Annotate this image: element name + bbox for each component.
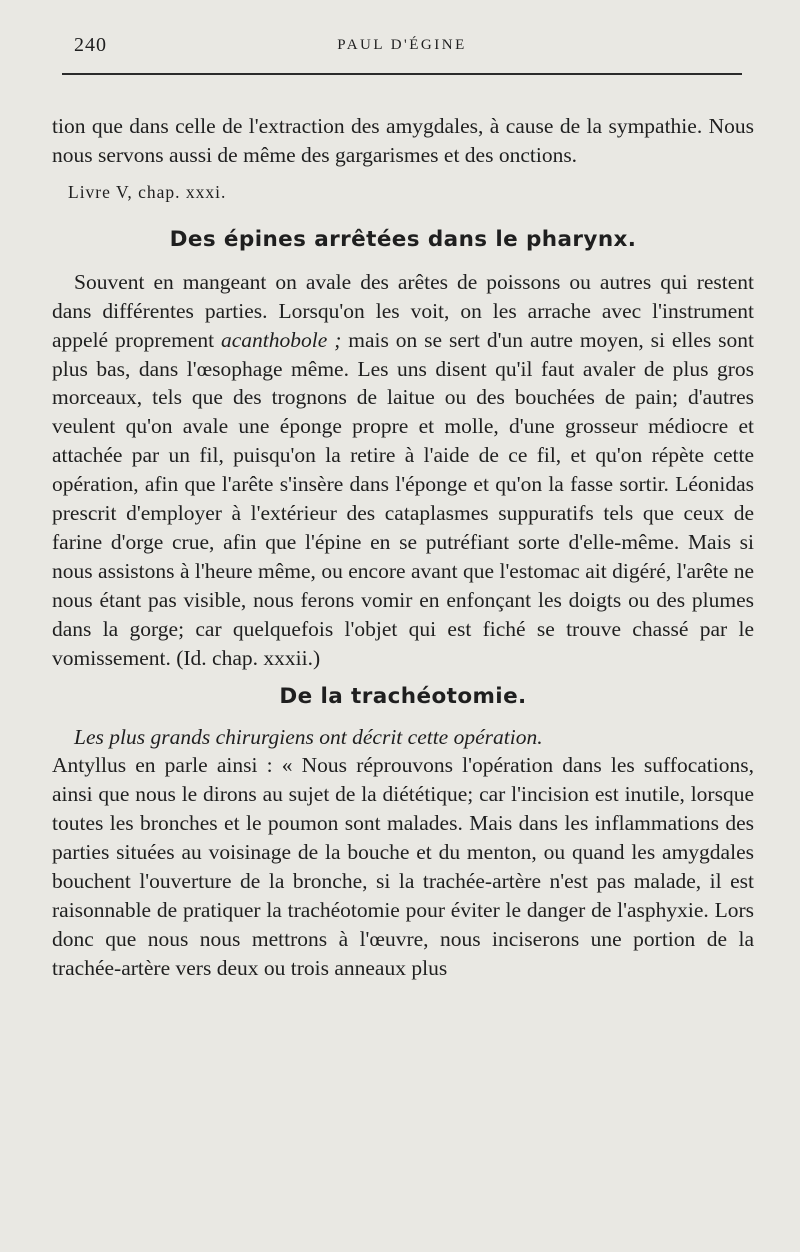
source-reference: Livre V, chap. xxxi. [68, 181, 227, 202]
section-heading-epines: Des épines arrêtées dans le pharynx. [169, 226, 637, 252]
page-header [62, 34, 742, 58]
section-paragraph-tracheotomie: Antyllus en parle ainsi : « Nous réprouvons l'opération dans les suffocations, ainsi que nous le dirons au sujet de la diététique; car l'incision est inutile, lorsque toutes les bronches et le poumon sont malades. Mais dans les inflammations des parties situées au voisinage de la bouche et du menton, ou quand les amygdales bouchent l'ouverture de la bronche, si la trachée-artère n'est pas malade, il est raisonnable de pratiquer la trachéotomie pour éviter le danger de l'asphyxie. Lors donc que nous nous mettrons à l'œuvre, nous inciserons une portion de la trachée-artère vers deux ou trois anneaux plus [52, 753, 754, 980]
header-rule [62, 73, 742, 75]
page-number: 240 [74, 34, 107, 56]
section-paragraph-epines [52, 268, 754, 673]
paragraph-text: mais on se sert d'un autre moyen, si elles sont plus bas, dans l'œsophage même. Les uns disent qu'il faut avaler de plus gros morceaux, tels que des trognons de laitue ou des bouchées de pain; d'autres veulent qu'on avale une éponge propre et molle, d'une grosseur médiocre et attachée par un fil, puisqu'on la retire à l'aide de ce fil, et qu'on répète cette opération, afin que l'arête s'insère dans l'éponge et qu'on la fasse sortir. Léonidas prescrit d'employer à l'extérieur des cataplasmes suppuratifs tels que ceux de farine d'orge crue, afin que l'épine en se putréfiant sorte d'elle-même. Mais si nous assistons à l'heure même, ou encore avant que l'estomac ait digéré, l'arête ne nous étant pas visible, nous ferons vomir en enfonçant les doigts ou des plumes dans la gorge; car quelquefois l'objet qui est fiché se trouve chassé par le vomissement. (Id. chap. xxxii.) [52, 327, 754, 670]
page-body [52, 112, 754, 983]
section-lead-italic: Les plus grands chirurgiens ont décrit cette opération. [74, 724, 543, 749]
paragraph-text: Souvent en mangeant on avale des arêtes de poissons ou autres qui restent dans différentes parties. Lorsqu'on les voit, on les arrache avec l'instrument appelé proprement [52, 269, 754, 352]
italic-term: acanthobole ; [221, 327, 342, 352]
running-title: PAUL D'ÉGINE [337, 37, 467, 53]
continued-paragraph: tion que dans celle de l'extraction des amygdales, à cause de la sympathie. Nous nous servons aussi de même des gargarismes et des onctions. [52, 114, 754, 167]
section-heading-tracheotomie: De la trachéotomie. [279, 683, 527, 709]
